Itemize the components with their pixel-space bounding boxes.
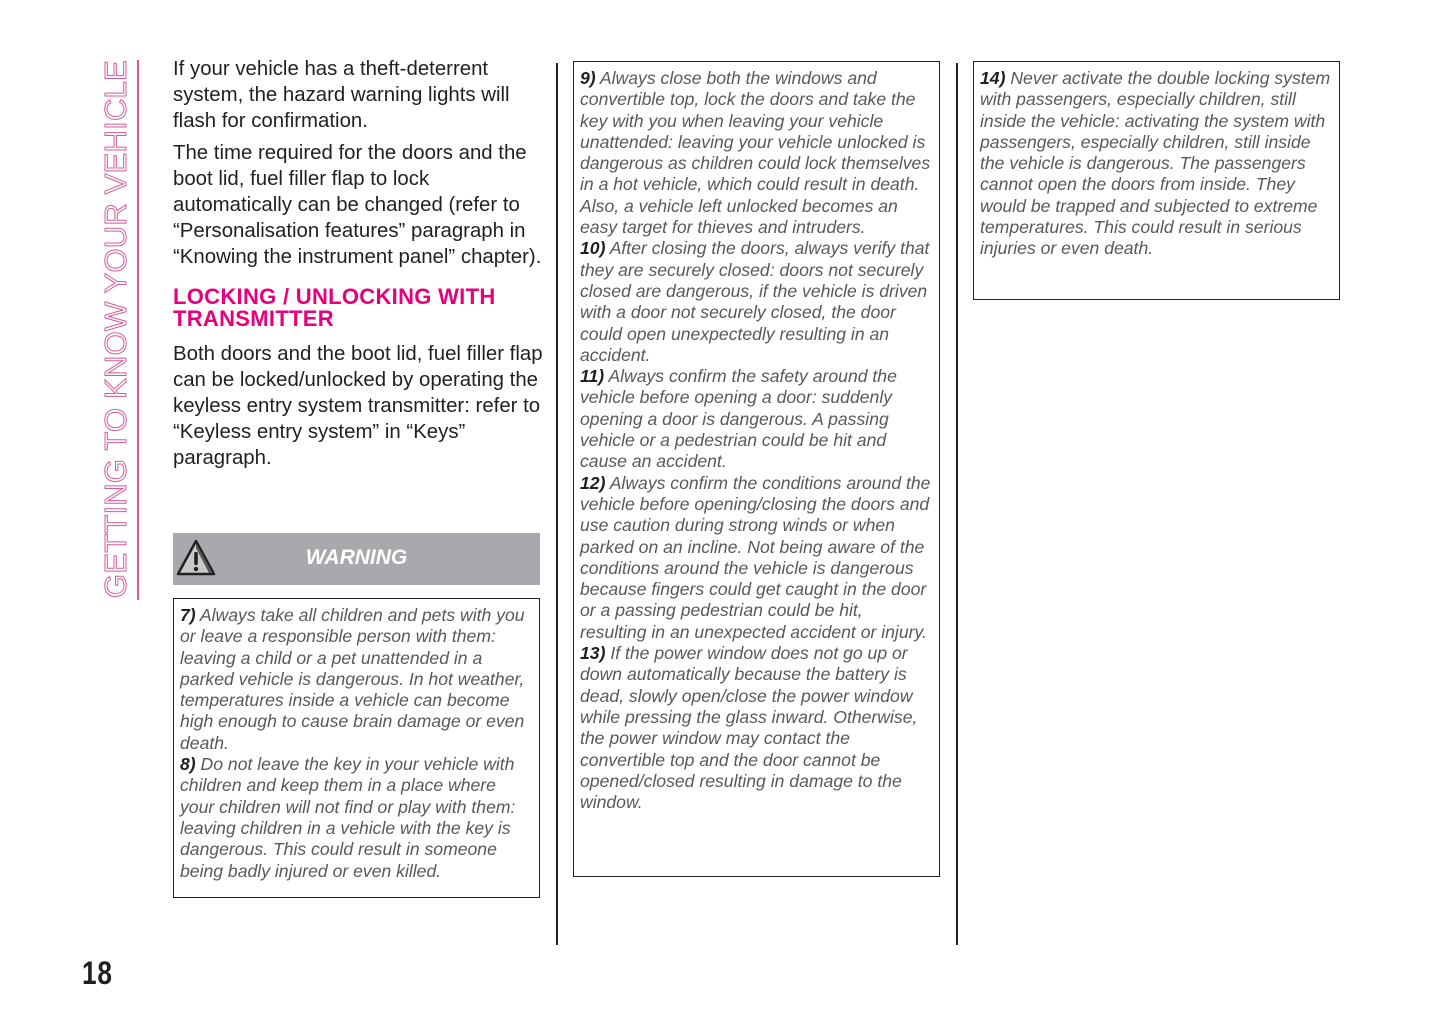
warning-item-text: Always close both the windows and convertible top, lock the doors and take the key with you when leaving your vehicle unattended: leaving your vehicle unlocked is dangerous as children could lock themselves in a hot vehicle, which could result in death. Also, a vehicle left unlocked becomes an easy target for thieves and intruders.: [580, 68, 931, 238]
warning-item-number: 11): [580, 366, 605, 387]
warning-item-13: [580, 643, 934, 813]
warning-item-7: [180, 605, 534, 754]
warning-item-9: [580, 68, 934, 238]
warning-box-left: [173, 598, 540, 898]
warning-box-middle: [573, 61, 940, 877]
chapter-sidebar-title: GETTING TO KNOW YOUR VEHICLE: [98, 60, 133, 598]
warning-item-text: Always take all children and pets with you or leave a responsible person with them: leaving a child or a pet unattended in a parked vehicle is dangerous. In hot weather, temperatures inside a vehicle can become high enough to cause brain damage or even death.: [180, 605, 525, 753]
intro-paragraph-2: The time required for the doors and the boot lid, fuel filler flap to lock automatically can be changed (refer to “Personalisation features” paragraph in “Knowing the instrument panel” chapter).: [173, 142, 542, 268]
warning-banner: [173, 533, 540, 585]
warning-item-text: After closing the doors, always verify that they are securely closed: doors not securely closed are dangerous, if the vehicle is driven with a door not securely closed, the door could open unexpectedly resulting in an accident.: [580, 238, 930, 365]
warning-item-number: 10): [580, 238, 606, 259]
warning-item-14: [980, 68, 1334, 260]
warning-item-number: 13): [580, 643, 606, 664]
warning-item-text: If the power window does not go up or down automatically because the battery is dead, slowly open/close the power window while pressing the glass inward. Otherwise, the power window may contact the convertible top and the door cannot be opened/closed resulting in damage to the window.: [580, 643, 918, 813]
warning-item-text: Always confirm the conditions around the vehicle before opening/closing the doors and use caution during strong winds or when parked on an incline. Not being aware of the conditions around the vehicle is dangerous because fingers could get caught in the door or a passing pedestrian could be hit, resulting in an unexpected accident or injury.: [580, 472, 931, 642]
warning-item-number: 7): [180, 605, 196, 625]
warning-item-number: 8): [180, 754, 196, 775]
left-column: [173, 56, 545, 477]
warning-item-text: Do not leave the key in your vehicle with children and keep them in a place where your children will not find or play with them: leaving children in a vehicle with the key is dangerous. This could result in someone being badly injured or even killed.: [180, 754, 516, 881]
warning-item-number: 14): [980, 68, 1006, 88]
warning-item-8: [180, 754, 534, 882]
warning-item-number: 9): [580, 68, 596, 88]
warning-item-number: 12): [580, 472, 606, 493]
intro-paragraph-1: If your vehicle has a theft-deterrent system, the hazard warning lights will flash for confirmation.: [173, 58, 510, 132]
warning-box-right: [973, 61, 1340, 300]
warning-item-text: Always confirm the safety around the vehicle before opening a door: suddenly opening a door is dangerous. A passing vehicle or a pedestrian could be hit and cause an accident.: [580, 366, 897, 472]
page-number: 18: [82, 955, 113, 991]
section-heading: LOCKING / UNLOCKING WITH TRANSMITTER: [173, 284, 496, 331]
column-divider-2: [956, 63, 958, 945]
warning-item-12: [580, 473, 934, 643]
warning-item-11: [580, 366, 934, 472]
sidebar-divider: [137, 60, 139, 600]
warning-label: WARNING: [305, 546, 408, 569]
warning-item-10: [580, 238, 934, 366]
warning-item-text: Never activate the double locking system with passengers, especially children, still inside the vehicle: activating the system with passengers, especially children, still inside the vehicle is dangerous. The passengers cannot open the doors from inside. They would be trapped and subjected to extreme temperatures. This could result in serious injuries or even death.: [980, 68, 1331, 259]
column-divider-1: [556, 63, 558, 945]
section-body: Both doors and the boot lid, fuel filler flap can be locked/unlocked by operating the keyless entry system transmitter: refer to “Keyless entry system” in “Keys” paragraph.: [173, 343, 543, 469]
